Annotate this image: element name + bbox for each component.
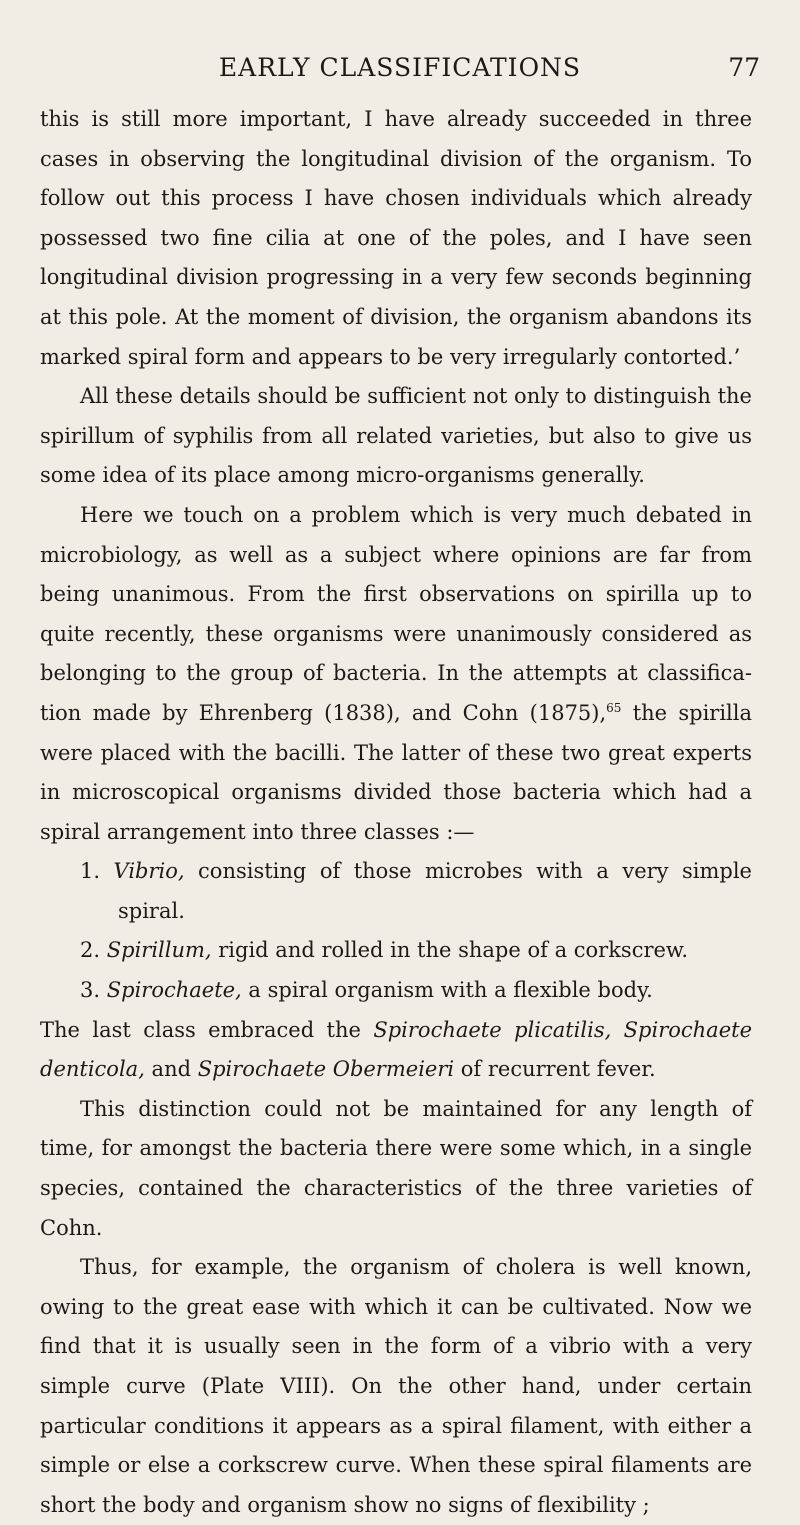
page-body <box>40 100 752 1525</box>
list-item <box>40 852 752 931</box>
text-run: the spirilla were placed with the bacilli. The latter of these two great experts in microscopical organisms divided those bacteria which had a spiral arrangement into three classes :— <box>40 700 752 844</box>
text-run: The last class embraced the <box>40 1017 374 1042</box>
list-item <box>40 971 752 1011</box>
list-number: 2. <box>80 938 101 963</box>
list-term: Spirochaete, <box>106 978 242 1003</box>
list-number: 1. <box>80 859 101 884</box>
paragraph: This distinction could not be maintained for any length of time, for amongst the bacteria there were some which, in a single species, contained the characteristics of the three varieties of Cohn. <box>40 1096 752 1240</box>
species-name: Spirochaete Obermeieri <box>197 1057 455 1082</box>
text-run: of recurrent fever. <box>454 1057 656 1082</box>
text-run: Here we touch on a problem which is very much debated in microbiology, as well as a subject where opinions are far from being unanimous. From the first observations on spirilla up to quite recently, these organisms were unanimously considered as belonging to the group of bacteria. In the attempts at classifica-tion made by Ehrenberg (1838), and Cohn (1875), <box>40 502 752 725</box>
running-head: EARLY CLASSIFICATIONS <box>218 53 582 82</box>
paragraph: Thus, for example, the organism of cholera is well known, owing to the great ease with which it can be cultivated. Now we find that it is usually seen in the form of a vibrio with a very simple curve (Plate VIII). On the other hand, under certain particular conditions it appears as a spiral filament, with either a simple or else a corkscrew curve. When these spiral filaments are short the body and organism show no signs of flexibility ; <box>40 1255 752 1517</box>
list-text: consisting of those microbes with a very simple spiral. <box>118 859 752 923</box>
species-name: Spirochaete plicatilis, Spirochaete denticola, <box>40 1017 752 1082</box>
footnote-reference: 65 <box>606 700 622 715</box>
list-text: rigid and rolled in the shape of a corkscrew. <box>211 938 689 963</box>
text-run: and <box>144 1057 198 1082</box>
paragraph: this is still more important, I have already succeeded in three cases in observing the longitudinal division of the organism. To follow out this process I have chosen individuals which already possessed two fine cilia at one of the poles, and I have seen longitudinal division progressing in a very few seconds beginning at this pole. At the moment of division, the organism abandons its marked spiral form and appears to be very irregularly contorted.’ <box>40 107 752 369</box>
paragraph <box>40 1011 752 1090</box>
list-text: a spiral organism with a flexible body. <box>241 978 653 1003</box>
paragraph: All these details should be sufficient not only to distinguish the spirillum of syphilis from all related varieties, but also to give us some idea of its place among micro-organisms generally. <box>40 384 752 488</box>
page-number: 77 <box>728 53 760 82</box>
list-term: Vibrio, <box>113 859 185 884</box>
list-number: 3. <box>80 978 101 1003</box>
list-term: Spirillum, <box>106 938 212 963</box>
paragraph <box>40 496 752 852</box>
list-item <box>40 931 752 971</box>
page-header <box>40 50 760 90</box>
